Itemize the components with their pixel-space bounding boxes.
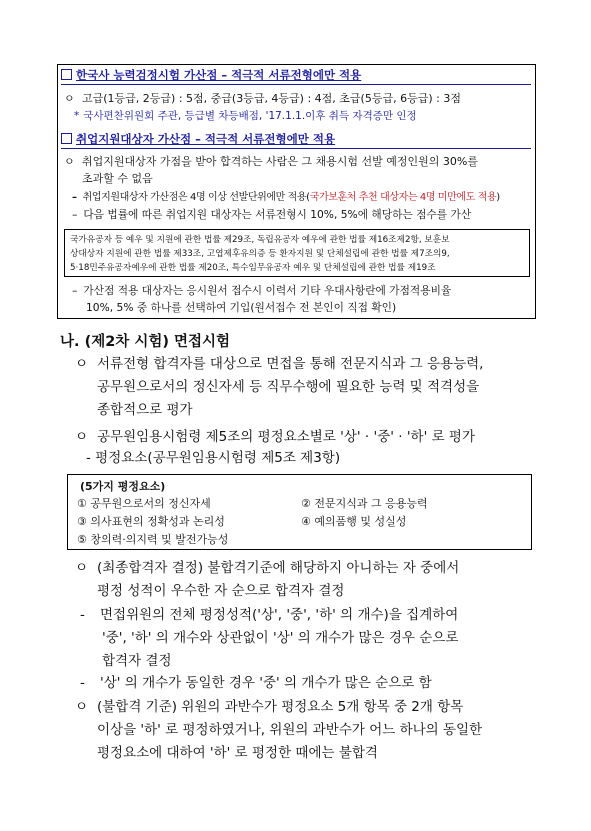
factor-item: ① 공무원으로서의 정신자세 (77, 497, 211, 510)
section-title: 나. (제2차 시험) 면접시험 (60, 334, 231, 350)
factor-item: ⑤ 창의력·의지력 및 발전가능성 (77, 533, 229, 546)
paragraph-3: ㅇ (최종합격자 결정) 불합격기준에 해당하지 아니하는 자 중에서 평정 성적이 우수한 자 순으로 합격자 결정 (75, 560, 460, 599)
checkbox-square-icon (61, 133, 72, 144)
cap-rule-line-cont: 초과할 수 없음 (82, 172, 153, 185)
history-note: * 국사편찬위원회 주관, 등급별 차등배점, '17.1.1.이후 취득 자격증만 인정 (74, 110, 417, 122)
bonus-percent-rule: – 다음 법률에 따른 취업지원 대상자는 서류전형시 10%, 5%에 해당하는 점수를 가산 (72, 208, 472, 221)
paragraph-1: ㅇ 서류전형 합격자를 대상으로 면접을 통해 전문지식과 그 응용능력, 공무원으로서의 정신자세 등 직무수행에 필요한 능력 및 적격성을 종합적으로 평가 (75, 356, 484, 418)
factor-item: ② 전문지식과 그 응용능력 (301, 497, 428, 510)
heading-underline-divider (61, 148, 531, 149)
paragraph-3-sub-2: - '상' 의 개수가 동일한 경우 '중' 의 개수가 많은 순으로 함 (80, 675, 432, 691)
cap-rule-line: ㅇ 취업지원대상자 가점을 받아 합격하는 사람은 그 채용시험 선발 예정인원의 30%를 (64, 155, 478, 168)
paragraph-2: ㅇ 공무원임용시험령 제5조의 평정요소별로 '상' · '중' · '하' 로 평가 (75, 429, 476, 445)
law-line: 국가유공자 등 예우 및 지원에 관한 법률 제29조, 독립유공자 예우에 관한 법률 제16조제2항, 보훈보 (70, 235, 450, 245)
factors-box-title: (5가지 평정요소) (80, 480, 166, 493)
factor-item: ③ 의사표현의 정확성과 논리성 (77, 515, 225, 528)
factor-item: ④ 예의품행 및 성실성 (301, 515, 407, 528)
checkbox-square-icon (61, 69, 72, 80)
law-list-box (64, 229, 530, 277)
heading-underline-divider (61, 84, 531, 85)
paragraph-4: ㅇ (불합격 기준) 위원의 과반수가 평정요소 5개 항목 중 2개 항목 이상을 '하' 로 평정하였거나, 위원의 과반수가 어느 하나의 동일한 평정요소에 대하여 '하' 로 평정한 때에는 불합격 (75, 699, 483, 761)
korean-history-heading: 한국사 능력검정시험 가산점 – 적극적 서류전형에만 적용 (61, 67, 361, 83)
application-note-cont: 10%, 5% 중 하나를 선택하여 기입(원서접수 전 본인이 직접 확인) (86, 301, 397, 314)
paragraph-3-sub-1: - 면접위원의 전체 평정성적('상', '중', '하' 의 개수)을 집계하여 '중', '하' 의 개수와 상관없이 '상' 의 개수가 많은 경우 순으로 합격자 결정 (80, 607, 459, 669)
paragraph-2-sub: - 평정요소(공무원임용시험령 제5조 제3항) (86, 450, 341, 466)
employment-support-heading: 취업지원대상자 가산점 – 적극적 서류전형에만 적용 (61, 131, 335, 147)
law-line: 5·18민주유공자예우에 관한 법률 제20조, 특수임무유공자 예우 및 단체설립에 관한 법률 제19조 (70, 263, 436, 273)
min-selection-rule: – 취업지원대상자 가산점은 4명 이상 선발단위에만 적용(국가보훈처 추천 대상자는 4명 미만에도 적용) (72, 192, 500, 203)
application-note: – 가산점 적용 대상자는 응시원서 접수시 이력서 기타 우대사항란에 가점적용비율 (72, 284, 452, 297)
law-line: 상대상자 지원에 관한 법률 제33조, 고엽제후유의증 등 환자지원 및 단체설립에 관한 법률 제7조의9, (70, 249, 450, 259)
grade-points-line: ㅇ 고급(1등급, 2등급) : 5점, 중급(3등급, 4등급) : 4점, 초급(5등급, 6등급) : 3점 (64, 92, 461, 105)
